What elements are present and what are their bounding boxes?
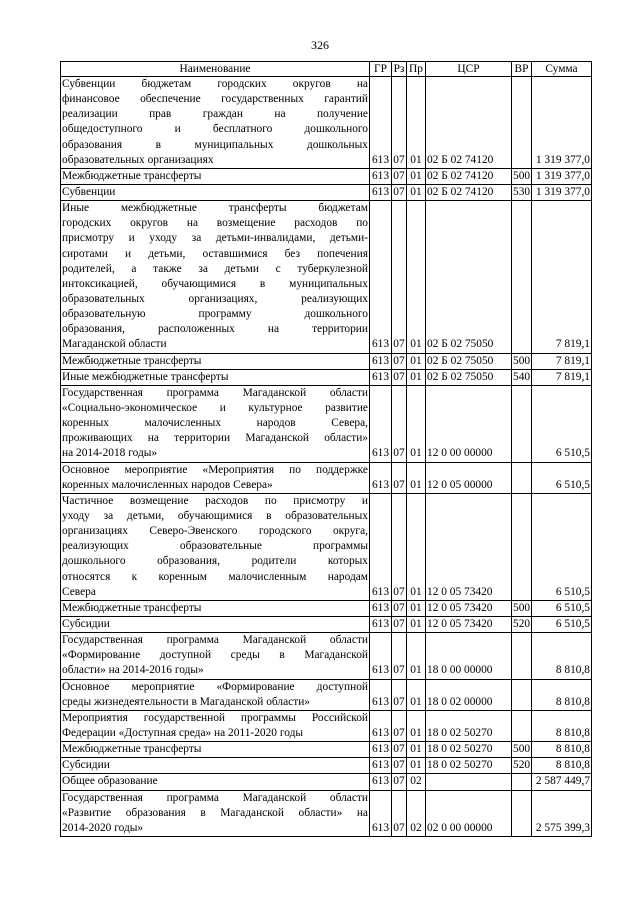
row-name: [61, 633, 370, 679]
row-rz: 07: [392, 369, 407, 385]
row-gr: 613: [370, 168, 392, 184]
row-name: [61, 758, 370, 774]
row-pr: 01: [407, 77, 426, 169]
row-vr: 500: [512, 600, 532, 616]
row-name-line: «Социально-экономическое и культурное развитие: [62, 402, 368, 415]
row-name: [61, 710, 370, 741]
column-header-vr: ВР: [512, 62, 532, 77]
row-sum: 1 319 377,0: [532, 168, 592, 184]
row-rz: 07: [392, 353, 407, 369]
row-name-line: общедоступного и бесплатного дошкольного: [62, 123, 368, 136]
table-body: [61, 77, 592, 837]
row-name-line: образовательных организациях: [62, 153, 214, 166]
row-name-line: присмотру и уходу за детьми-инвалидами, детьми-: [62, 232, 368, 245]
row-sum: 7 819,1: [532, 353, 592, 369]
row-gr: 613: [370, 774, 392, 790]
row-vr: [512, 385, 532, 462]
row-name-line: образования, расположенных на территории: [62, 323, 368, 336]
row-sum: 7 819,1: [532, 201, 592, 353]
row-csr: 02 Б 02 75050: [426, 353, 512, 369]
row-csr: 18 0 02 50270: [426, 758, 512, 774]
row-rz: 07: [392, 790, 407, 836]
row-vr: 520: [512, 758, 532, 774]
row-sum: 6 510,5: [532, 385, 592, 462]
row-vr: [512, 201, 532, 353]
row-name: [61, 168, 370, 184]
row-name: [61, 77, 370, 169]
row-name-line: городских округов на возмещение расходов по: [62, 217, 368, 230]
row-sum: 2 587 449,7: [532, 774, 592, 790]
row-csr: 02 Б 02 74120: [426, 168, 512, 184]
table-row: [61, 168, 592, 184]
row-name-line: Государственная программа Магаданской области: [62, 386, 368, 399]
row-name-line: интоксикацией, обучающимися в муниципальных: [62, 277, 368, 290]
row-pr: 02: [407, 774, 426, 790]
table-row: [61, 600, 592, 616]
row-name-line: Субвенции бюджетам городских округов на: [62, 78, 368, 90]
row-pr: 01: [407, 185, 426, 201]
row-name-line: уходу за детьми, обучающимися в образовательных: [62, 510, 368, 522]
row-rz: 07: [392, 77, 407, 169]
row-vr: [512, 790, 532, 836]
table-row: [61, 790, 592, 836]
row-csr: 12 0 05 73420: [426, 617, 512, 633]
row-name-line: Магаданской области: [62, 338, 167, 351]
row-rz: 07: [392, 742, 407, 758]
table-row: [61, 633, 592, 679]
row-name-line: среды жизнедеятельности в Магаданской области»: [62, 695, 310, 708]
row-name: [61, 600, 370, 616]
row-name-line: Мероприятия государственной программы Российской: [62, 711, 368, 724]
row-sum: 8 810,8: [532, 633, 592, 679]
budget-table: [60, 61, 592, 837]
row-name-line: Государственная программа Магаданской области: [62, 634, 368, 647]
row-rz: 07: [392, 201, 407, 353]
row-name-line: Основное мероприятие «Формирование доступной: [62, 680, 368, 693]
row-pr: 01: [407, 369, 426, 385]
row-rz: 07: [392, 493, 407, 600]
row-name: [61, 185, 370, 201]
row-pr: 01: [407, 710, 426, 741]
row-name-line: Иные межбюджетные трансферты бюджетам: [62, 202, 368, 215]
table-row: [61, 369, 592, 385]
row-gr: 613: [370, 77, 392, 169]
row-gr: 613: [370, 790, 392, 836]
row-name: [61, 493, 370, 600]
row-gr: 613: [370, 617, 392, 633]
row-name-line: образования в муниципальных дошкольных: [62, 138, 368, 151]
row-vr: 500: [512, 353, 532, 369]
row-sum: 6 510,5: [532, 493, 592, 600]
row-sum: 7 819,1: [532, 369, 592, 385]
row-sum: 2 575 399,3: [532, 790, 592, 836]
row-name-line: Севера: [62, 585, 96, 598]
row-rz: 07: [392, 774, 407, 790]
row-name-line: Субсидии: [62, 618, 110, 631]
row-csr: 02 Б 02 74120: [426, 77, 512, 169]
row-vr: [512, 633, 532, 679]
table-row: [61, 774, 592, 790]
row-name-line: организациях Северо-Эвенского городского округа,: [62, 525, 368, 538]
table-row: [61, 77, 592, 169]
column-header-name: Наименование: [61, 62, 370, 77]
row-rz: 07: [392, 679, 407, 710]
row-pr: 01: [407, 462, 426, 493]
row-name-line: коренных малочисленных народов Севера»: [62, 478, 273, 491]
row-pr: 01: [407, 633, 426, 679]
page-number: 326: [311, 38, 329, 52]
row-name-line: Общее образование: [62, 775, 158, 788]
row-name-line: Субвенции: [62, 186, 116, 199]
row-name-line: дошкольного образования, родители которых: [62, 555, 368, 568]
row-gr: 613: [370, 710, 392, 741]
row-csr: 18 0 02 50270: [426, 710, 512, 741]
row-pr: 01: [407, 758, 426, 774]
row-name-line: 2014-2020 годы»: [62, 821, 144, 834]
row-name: [61, 679, 370, 710]
table-row: [61, 385, 592, 462]
table-row: [61, 185, 592, 201]
row-name-line: реализующих образовательные программы: [62, 540, 368, 553]
column-header-gr: ГР: [370, 62, 392, 77]
row-pr: 01: [407, 201, 426, 353]
row-sum: 8 810,8: [532, 742, 592, 758]
row-csr: 18 0 02 50270: [426, 742, 512, 758]
row-name-line: «Формирование доступной среды в Магаданской: [62, 649, 368, 662]
row-vr: [512, 710, 532, 741]
row-csr: 02 Б 02 75050: [426, 201, 512, 353]
row-csr: 12 0 00 00000: [426, 385, 512, 462]
row-name-line: «Развитие образования в Магаданской области» на: [62, 806, 368, 819]
row-rz: 07: [392, 600, 407, 616]
row-rz: 07: [392, 617, 407, 633]
row-pr: 01: [407, 493, 426, 600]
row-name-line: Федерации «Доступная среда» на 2011-2020 годы: [62, 727, 304, 739]
row-rz: 07: [392, 758, 407, 774]
table-row: [61, 462, 592, 493]
row-rz: 07: [392, 385, 407, 462]
row-sum: 6 510,5: [532, 617, 592, 633]
row-csr: [426, 774, 512, 790]
row-vr: [512, 679, 532, 710]
row-name-line: Основное мероприятие «Мероприятия по поддержке: [62, 463, 368, 476]
row-vr: [512, 77, 532, 169]
row-pr: 01: [407, 617, 426, 633]
row-sum: 1 319 377,0: [532, 185, 592, 201]
row-name-line: Межбюджетные трансферты: [62, 169, 202, 182]
row-gr: 613: [370, 493, 392, 600]
row-pr: 01: [407, 353, 426, 369]
row-sum: 8 810,8: [532, 679, 592, 710]
table-row: [61, 617, 592, 633]
row-pr: 01: [407, 679, 426, 710]
row-gr: 613: [370, 369, 392, 385]
row-gr: 613: [370, 462, 392, 493]
row-rz: 07: [392, 710, 407, 741]
row-name: [61, 617, 370, 633]
row-name-line: относятся к коренным малочисленным народам: [62, 570, 368, 583]
row-vr: [512, 493, 532, 600]
row-name: [61, 385, 370, 462]
row-gr: 613: [370, 185, 392, 201]
row-name: [61, 774, 370, 790]
row-csr: 02 0 00 00000: [426, 790, 512, 836]
row-name-line: сиротами и детьми, оставшимися без попечения: [62, 247, 368, 260]
row-name-line: родителей, а также за детьми с туберкулезной: [62, 262, 368, 275]
row-gr: 613: [370, 385, 392, 462]
row-sum: 1 319 377,0: [532, 77, 592, 169]
row-rz: 07: [392, 462, 407, 493]
table-row: [61, 710, 592, 741]
row-vr: [512, 774, 532, 790]
row-vr: 530: [512, 185, 532, 201]
table-row: [61, 353, 592, 369]
row-name-line: финансовое обеспечение государственных гарантий: [62, 93, 368, 106]
row-gr: 613: [370, 742, 392, 758]
row-pr: 01: [407, 168, 426, 184]
table-row: [61, 742, 592, 758]
row-name-line: образовательную программу дошкольного: [62, 308, 368, 321]
row-gr: 613: [370, 758, 392, 774]
column-header-sum: Сумма: [532, 62, 592, 77]
row-csr: 18 0 02 00000: [426, 679, 512, 710]
row-name: [61, 353, 370, 369]
row-name-line: образовательных организациях, реализующих: [62, 293, 368, 305]
row-sum: 6 510,5: [532, 462, 592, 493]
row-csr: 12 0 05 00000: [426, 462, 512, 493]
table-row: [61, 493, 592, 600]
row-name: [61, 790, 370, 836]
row-sum: 6 510,5: [532, 600, 592, 616]
row-gr: 613: [370, 600, 392, 616]
row-rz: 07: [392, 633, 407, 679]
row-vr: 500: [512, 742, 532, 758]
table-row: [61, 679, 592, 710]
row-csr: 12 0 05 73420: [426, 600, 512, 616]
row-gr: 613: [370, 201, 392, 353]
row-csr: 12 0 05 73420: [426, 493, 512, 600]
table-row: [61, 201, 592, 353]
row-name: [61, 462, 370, 493]
row-name-line: Межбюджетные трансферты: [62, 743, 202, 756]
column-header-pr: Пр: [407, 62, 426, 77]
row-pr: 01: [407, 385, 426, 462]
row-name: [61, 201, 370, 353]
row-name-line: Межбюджетные трансферты: [62, 601, 202, 614]
row-gr: 613: [370, 633, 392, 679]
row-name-line: Межбюджетные трансферты: [62, 354, 202, 367]
row-rz: 07: [392, 168, 407, 184]
row-sum: 8 810,8: [532, 710, 592, 741]
row-name-line: коренных малочисленных народов Севера,: [62, 417, 368, 430]
row-csr: 02 Б 02 75050: [426, 369, 512, 385]
row-name-line: Субсидии: [62, 759, 110, 772]
row-name: [61, 369, 370, 385]
row-rz: 07: [392, 185, 407, 201]
row-gr: 613: [370, 353, 392, 369]
row-vr: 540: [512, 369, 532, 385]
row-pr: 02: [407, 790, 426, 836]
row-csr: 02 Б 02 74120: [426, 185, 512, 201]
row-name-line: Государственная программа Магаданской области: [62, 791, 368, 804]
row-name-line: на 2014-2018 годы»: [62, 447, 158, 460]
table-row: [61, 758, 592, 774]
row-name-line: реализации прав граждан на получение: [62, 108, 368, 121]
row-name-line: проживающих на территории Магаданской области»: [62, 432, 368, 445]
row-vr: 500: [512, 168, 532, 184]
row-name: [61, 742, 370, 758]
column-header-csr: ЦСР: [426, 62, 512, 77]
row-pr: 01: [407, 600, 426, 616]
row-vr: [512, 462, 532, 493]
row-name-line: области» на 2014-2016 годы»: [62, 664, 204, 677]
column-header-rz: Рз: [392, 62, 407, 77]
row-pr: 01: [407, 742, 426, 758]
row-gr: 613: [370, 679, 392, 710]
row-name-line: Иные межбюджетные трансферты: [62, 370, 229, 383]
row-sum: 8 810,8: [532, 758, 592, 774]
row-csr: 18 0 00 00000: [426, 633, 512, 679]
table-header-row: [61, 62, 592, 77]
row-vr: 520: [512, 617, 532, 633]
row-name-line: Частичное возмещение расходов по присмотру и: [62, 494, 368, 507]
